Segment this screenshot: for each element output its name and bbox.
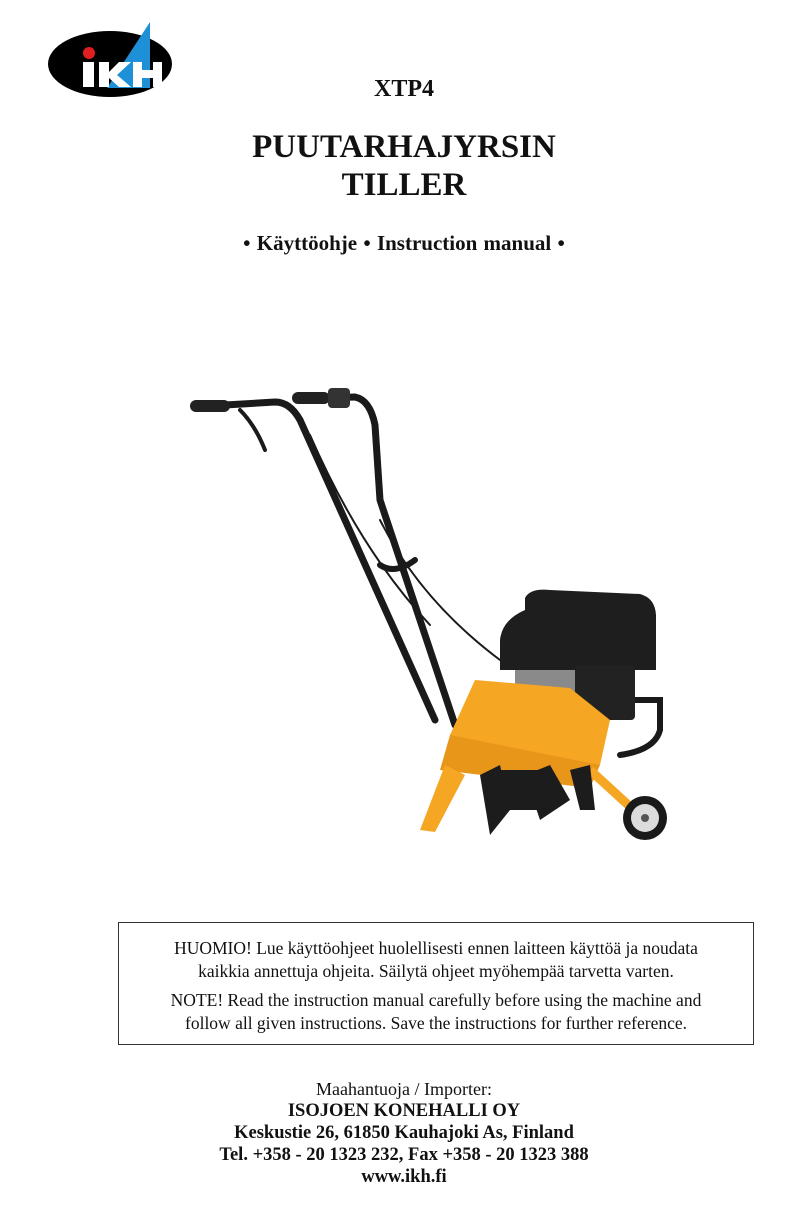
title-finnish: PUUTARHAJYRSIN — [252, 129, 556, 165]
safety-notice-box — [118, 922, 754, 1045]
tiller-photo — [180, 370, 680, 850]
company-website[interactable]: www.ikh.fi — [361, 1167, 447, 1187]
manual-subtitle: • Käyttöohje • Instruction manual • — [243, 231, 565, 255]
importer-info — [0, 1078, 808, 1188]
notice-english: NOTE! Read the instruction manual carefully before using the machine and follow all given instructions. Save the instructions for further reference. — [170, 990, 702, 1033]
company-name: ISOJOEN KONEHALLI OY — [287, 1101, 521, 1121]
title-english: TILLER — [341, 167, 467, 203]
page-title — [0, 128, 808, 204]
importer-label: Maahantuoja / Importer: — [316, 1079, 492, 1099]
company-phone: Tel. +358 - 20 1323 232, Fax +358 - 20 1323 388 — [219, 1145, 589, 1165]
notice-finnish: HUOMIO! Lue käyttöohjeet huolellisesti ennen laitteen käyttöä ja noudata kaikkia annettuja ohjeita. Säilytä ohjeet myöhempää tarvetta varten. — [174, 938, 698, 981]
company-address: Keskustie 26, 61850 Kauhajoki As, Finland — [234, 1123, 574, 1143]
model-number: XTP4 — [374, 76, 434, 102]
